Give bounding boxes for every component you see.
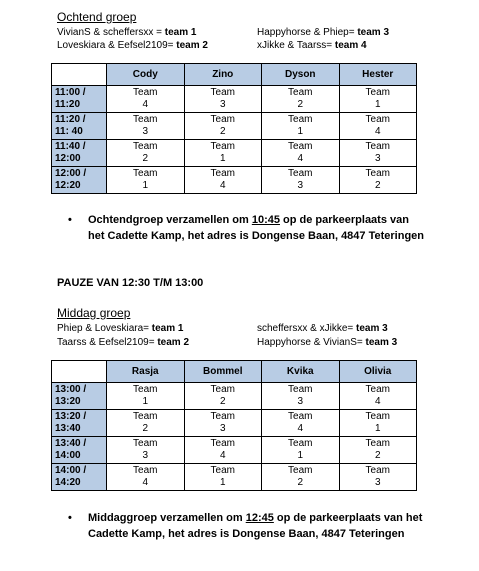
time-slot-cell xyxy=(52,383,107,410)
team-number: 1 xyxy=(142,180,149,191)
team-word: Team xyxy=(365,114,390,125)
schedule-row xyxy=(52,167,417,194)
afternoon-heading: Middag groep xyxy=(57,306,131,320)
team-word: Team xyxy=(365,87,390,98)
afternoon-col-header: Olivia xyxy=(339,361,417,383)
team-number: 3 xyxy=(219,423,226,434)
team-word: Team xyxy=(210,141,235,152)
pause-text: PAUZE VAN 12:30 T/M 13:00 xyxy=(57,277,204,289)
team-assignment-cell xyxy=(107,86,185,113)
morning-heading: Ochtend groep xyxy=(57,10,137,24)
afternoon-schedule-table xyxy=(51,360,417,491)
afternoon-team-line-4: Happyhorse & VivianS= team 3 xyxy=(257,337,398,348)
team-number: 3 xyxy=(297,180,304,191)
schedule-row xyxy=(52,140,417,167)
time-slot-cell xyxy=(52,113,107,140)
team-assignment-cell xyxy=(262,140,340,167)
team-assignment-cell xyxy=(184,140,262,167)
team-number: 1 xyxy=(219,153,226,164)
time-slot-cell xyxy=(52,410,107,437)
afternoon-col-header: Rasja xyxy=(107,361,185,383)
team-number: 4 xyxy=(219,180,226,191)
team-number: 4 xyxy=(142,99,149,110)
time-slot-cell xyxy=(52,464,107,491)
afternoon-col-header: Kvika xyxy=(262,361,340,383)
team-number: 2 xyxy=(374,180,381,191)
morning-team-line-3: Happyhorse & Phiep= team 3 xyxy=(257,27,390,38)
schedule-row xyxy=(52,86,417,113)
morning-header-row xyxy=(52,64,417,86)
time-slot-start: 12:00 / xyxy=(55,168,87,179)
team-number: 3 xyxy=(374,153,381,164)
schedule-row xyxy=(52,464,417,491)
team-word: Team xyxy=(288,384,313,395)
team-number: 1 xyxy=(374,99,381,110)
team-assignment-cell xyxy=(339,167,417,194)
team-assignment-cell xyxy=(262,167,340,194)
team-assignment-cell xyxy=(339,464,417,491)
team-number: 2 xyxy=(219,126,226,137)
team-assignment-cell xyxy=(339,410,417,437)
time-slot-start: 14:00 / xyxy=(55,465,87,476)
time-slot-end: 12:00 xyxy=(55,153,81,164)
team-assignment-cell xyxy=(107,410,185,437)
morning-col-header: Zino xyxy=(184,64,262,86)
team-number: 3 xyxy=(142,450,149,461)
team-number: 4 xyxy=(374,126,381,137)
team-assignment-cell xyxy=(184,410,262,437)
team-number: 3 xyxy=(142,126,149,137)
time-slot-end: 13:40 xyxy=(55,423,81,434)
team-assignment-cell xyxy=(339,113,417,140)
time-slot-start: 13:00 / xyxy=(55,384,87,395)
team-assignment-cell xyxy=(184,437,262,464)
team-word: Team xyxy=(288,438,313,449)
team-assignment-cell xyxy=(107,113,185,140)
team-number: 4 xyxy=(219,450,226,461)
team-number: 3 xyxy=(297,396,304,407)
afternoon-team-line-3: scheffersxx & xJikke= team 3 xyxy=(257,323,388,334)
team-number: 2 xyxy=(142,153,149,164)
team-word: Team xyxy=(133,438,158,449)
team-word: Team xyxy=(210,114,235,125)
team-assignment-cell xyxy=(107,464,185,491)
team-number: 2 xyxy=(297,99,304,110)
team-assignment-cell xyxy=(262,464,340,491)
time-slot-cell xyxy=(52,140,107,167)
morning-team-line-4: xJikke & Taarss= team 4 xyxy=(257,40,367,51)
team-word: Team xyxy=(365,168,390,179)
morning-col-header: Dyson xyxy=(262,64,340,86)
schedule-row xyxy=(52,410,417,437)
team-number: 1 xyxy=(142,396,149,407)
team-number: 4 xyxy=(374,396,381,407)
team-number: 3 xyxy=(374,477,381,488)
time-slot-start: 13:20 / xyxy=(55,411,87,422)
team-assignment-cell xyxy=(107,383,185,410)
team-number: 1 xyxy=(297,450,304,461)
time-slot-end: 11:20 xyxy=(55,99,81,110)
team-word: Team xyxy=(288,411,313,422)
team-word: Team xyxy=(133,114,158,125)
morning-team-line-2: Loveskiara & Eefsel2109= team 2 xyxy=(57,40,208,51)
team-word: Team xyxy=(365,438,390,449)
corner-cell xyxy=(52,64,107,86)
time-slot-end: 13:20 xyxy=(55,396,81,407)
team-word: Team xyxy=(210,411,235,422)
team-assignment-cell xyxy=(339,86,417,113)
team-number: 2 xyxy=(219,396,226,407)
morning-col-header: Cody xyxy=(107,64,185,86)
morning-note: • Ochtendgroep verzamellen om 10:45 op de parkeerplaats van het Cadette Kamp, het adres is Dongense Baan, 4847 Teteringen xyxy=(68,214,425,242)
afternoon-note: • Middaggroep verzamellen om 12:45 op de parkeerplaats van het Cadette Kamp, het adres is Dongense Baan, 4847 Teteringen xyxy=(68,512,423,540)
team-number: 1 xyxy=(297,126,304,137)
team-word: Team xyxy=(365,411,390,422)
team-word: Team xyxy=(288,114,313,125)
time-slot-start: 11:20 / xyxy=(55,114,86,125)
team-number: 1 xyxy=(219,477,226,488)
morning-team-line-1: VivianS & scheffersxx = team 1 xyxy=(57,27,197,38)
team-word: Team xyxy=(210,168,235,179)
team-number: 2 xyxy=(374,450,381,461)
team-word: Team xyxy=(133,87,158,98)
team-assignment-cell xyxy=(339,140,417,167)
team-word: Team xyxy=(210,438,235,449)
team-word: Team xyxy=(133,141,158,152)
team-word: Team xyxy=(133,168,158,179)
team-word: Team xyxy=(133,384,158,395)
team-number: 2 xyxy=(142,423,149,434)
team-number: 4 xyxy=(142,477,149,488)
team-word: Team xyxy=(210,87,235,98)
team-number: 4 xyxy=(297,423,304,434)
team-assignment-cell xyxy=(107,437,185,464)
team-assignment-cell xyxy=(184,86,262,113)
team-assignment-cell xyxy=(262,383,340,410)
corner-cell xyxy=(52,361,107,383)
afternoon-header-row xyxy=(52,361,417,383)
team-word: Team xyxy=(288,87,313,98)
team-word: Team xyxy=(365,384,390,395)
time-slot-cell xyxy=(52,167,107,194)
team-word: Team xyxy=(288,141,313,152)
team-assignment-cell xyxy=(184,464,262,491)
team-word: Team xyxy=(210,465,235,476)
time-slot-end: 14:00 xyxy=(55,450,81,461)
morning-schedule-table xyxy=(51,63,417,194)
team-word: Team xyxy=(288,465,313,476)
team-word: Team xyxy=(210,384,235,395)
afternoon-team-line-2: Taarss & Eefsel2109= team 2 xyxy=(57,337,190,348)
team-word: Team xyxy=(365,141,390,152)
time-slot-cell xyxy=(52,86,107,113)
team-assignment-cell xyxy=(184,113,262,140)
afternoon-col-header: Bommel xyxy=(184,361,262,383)
team-assignment-cell xyxy=(262,437,340,464)
time-slot-start: 11:40 / xyxy=(55,141,86,152)
bullet-icon: • xyxy=(68,512,72,524)
team-word: Team xyxy=(133,465,158,476)
team-assignment-cell xyxy=(262,86,340,113)
time-slot-start: 13:40 / xyxy=(55,438,87,449)
team-number: 2 xyxy=(297,477,304,488)
bullet-icon: • xyxy=(68,214,72,226)
time-slot-cell xyxy=(52,437,107,464)
time-slot-start: 11:00 / xyxy=(55,87,86,98)
team-assignment-cell xyxy=(107,167,185,194)
team-assignment-cell xyxy=(339,383,417,410)
schedule-row xyxy=(52,437,417,464)
time-slot-end: 12:20 xyxy=(55,180,81,191)
team-assignment-cell xyxy=(184,383,262,410)
time-slot-end: 11: 40 xyxy=(55,126,83,137)
morning-col-header: Hester xyxy=(339,64,417,86)
team-assignment-cell xyxy=(262,113,340,140)
team-number: 1 xyxy=(374,423,381,434)
schedule-row xyxy=(52,383,417,410)
time-slot-end: 14:20 xyxy=(55,477,81,488)
team-assignment-cell xyxy=(107,140,185,167)
team-assignment-cell xyxy=(184,167,262,194)
afternoon-team-line-1: Phiep & Loveskiara= team 1 xyxy=(57,323,184,334)
team-number: 3 xyxy=(219,99,226,110)
team-number: 4 xyxy=(297,153,304,164)
team-assignment-cell xyxy=(339,437,417,464)
team-word: Team xyxy=(288,168,313,179)
team-assignment-cell xyxy=(262,410,340,437)
team-word: Team xyxy=(365,465,390,476)
team-word: Team xyxy=(133,411,158,422)
schedule-row xyxy=(52,113,417,140)
